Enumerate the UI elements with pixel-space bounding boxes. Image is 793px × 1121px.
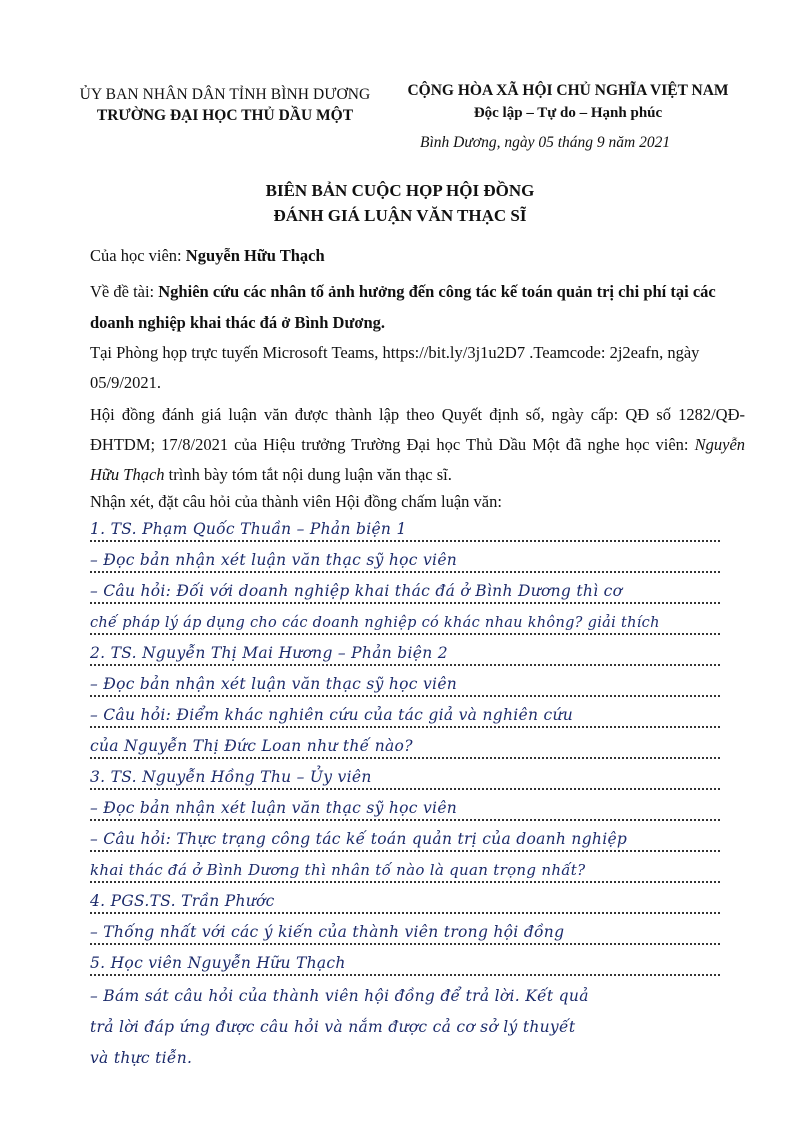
document-title [100,178,700,228]
comments-intro: Nhận xét, đặt câu hỏi của thành viên Hội đồng chấm luận văn: [90,492,502,511]
handwritten-text: và thực tiễn. [90,1049,193,1067]
note-line [90,787,720,821]
council-tail: trình bày tóm tắt nội dung luận văn thạc sĩ. [164,465,452,484]
note-line [90,818,720,852]
handwritten-text: – Đọc bản nhận xét luận văn thạc sỹ học viên [90,675,458,693]
note-line [90,942,720,976]
note-line [90,570,720,604]
handwritten-text: 1. TS. Phạm Quốc Thuần – Phản biện 1 [90,520,407,538]
title-line-1: BIÊN BẢN CUỘC HỌP HỘI ĐỒNG [265,181,535,200]
handwritten-text: trả lời đáp ứng được câu hỏi và nắm được cả cơ sở lý thuyết [90,1018,576,1036]
handwritten-text: – Đọc bản nhận xét luận văn thạc sỹ học viên [90,551,458,569]
student-line [90,244,740,268]
note-line [90,663,720,697]
handwritten-text: – Câu hỏi: Đối với doanh nghiệp khai thác đá ở Bình Dương thì cơ [90,582,623,600]
national-title: CỘNG HÒA XÃ HỘI CHỦ NGHĨA VIỆT NAM [407,82,729,99]
handwritten-text: – Thống nhất với các ý kiến của thành viên trong hội đồng [90,923,565,941]
note-line [90,849,720,883]
note-line [90,911,720,945]
handwritten-text: – Câu hỏi: Thực trạng công tác kế toán quản trị của doanh nghiệp [90,830,628,848]
note-line [90,725,720,759]
header-right [388,80,748,124]
handwritten-text: 2. TS. Nguyễn Thị Mai Hương – Phản biện 2 [90,644,448,662]
council-student-name: Nguyễn Hữu Thạch [90,435,746,484]
provincial-committee: ỦY BAN NHÂN DÂN TỈNH BÌNH DƯƠNG [79,86,371,103]
university-name: TRƯỜNG ĐẠI HỌC THỦ DẦU MỘT [96,107,354,124]
topic-line [90,276,745,338]
handwritten-text: chế pháp lý áp dụng cho các doanh nghiệp có khác nhau không? giải thích [90,615,660,631]
header-left [60,84,390,126]
note-line [90,539,720,573]
handwritten-text: – Bám sát câu hỏi của thành viên hội đồng để trả lời. Kết quả [90,987,589,1005]
note-line [90,694,720,728]
handwritten-text: – Đọc bản nhận xét luận văn thạc sỹ học viên [90,799,458,817]
note-line [90,508,720,542]
council-text: Hội đồng đánh giá luận văn được thành lập theo Quyết định số, ngày cấp: QĐ số 1282/QĐ-ĐHTDM; 17/8/2021 của Hiệu trưởng Trường Đại học Thủ Dầu Một đã nghe học viên: [90,405,745,454]
handwritten-text: 5. Học viên Nguyễn Hữu Thạch [90,954,346,972]
handwritten-text: 3. TS. Nguyễn Hồng Thu – Ủy viên [90,768,372,786]
topic-label: Về đề tài: [90,282,159,301]
national-motto: Độc lập – Tự do – Hạnh phúc [473,105,663,121]
note-line [90,601,720,635]
note-line [90,880,720,914]
council-paragraph [90,400,745,490]
handwritten-text: – Câu hỏi: Điểm khác nghiên cứu của tác giả và nghiên cứu [90,706,574,724]
student-label: Của học viên: [90,246,186,265]
handwritten-text: 4. PGS.TS. Trần Phước [90,892,275,910]
topic-value: Nghiên cứu các nhân tố ảnh hưởng đến công tác kế toán quản trị chi phí tại các doanh nghiệp khai thác đá ở Bình Dương. [90,282,716,332]
handwritten-text: khai thác đá ở Bình Dương thì nhân tố nào là quan trọng nhất? [90,861,586,879]
note-line [90,632,720,666]
document-date: Bình Dương, ngày 05 tháng 9 năm 2021 [420,134,671,151]
note-line [90,756,720,790]
meeting-location: Tại Phòng họp trực tuyến Microsoft Teams, https://bit.ly/3j1u2D7 .Teamcode: 2j2eafn, ngày 05/9/2021. [90,343,700,392]
title-line-2: ĐÁNH GIÁ LUẬN VĂN THẠC SĨ [273,206,527,225]
student-name: Nguyễn Hữu Thạch [185,246,325,265]
handwritten-text: của Nguyễn Thị Đức Loan như thế nào? [90,737,413,755]
